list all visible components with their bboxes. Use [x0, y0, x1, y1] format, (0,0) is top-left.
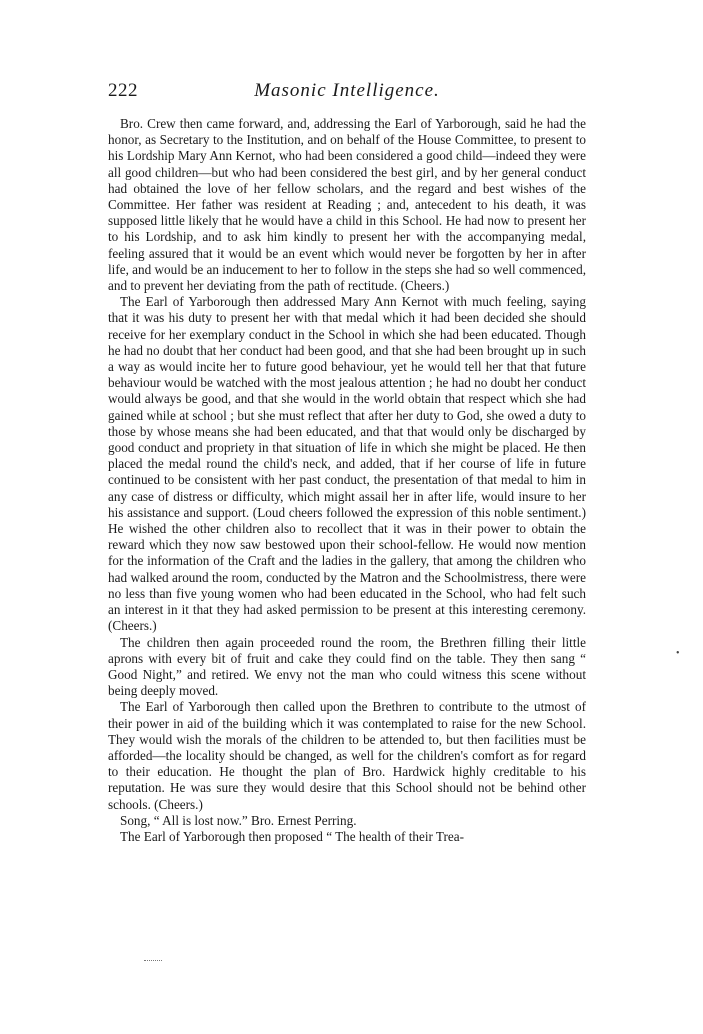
article-body — [108, 116, 586, 845]
paragraph-toast: The Earl of Yarborough then proposed “ The health of their Trea- — [120, 828, 465, 844]
paragraph-building-appeal: The Earl of Yarborough then called upon the Brethren to contribute to the utmost of their power in aid of the building which it was contemplated to raise for the new School. They would wish the morals of the children to be attended to, but then facilities must be afforded—the locality should be changed, as well for the children's comfort as for regard to their education. He thought the plan of Bro. Hardwick highly creditable to his reputation. He was sure they would desire that this School should not be behind other schools. (Cheers.) — [108, 699, 586, 812]
page-header — [108, 80, 586, 110]
paragraph-crew-address: Bro. Crew then came forward, and, addressing the Earl of Yarborough, said he had the honor, as Secretary to the Institution, and on behalf of the House Committee, to present to his Lordship Mary Ann Kernot, who had been considered a good child—indeed they were all good children—but who had been considered the best girl, and by her general conduct had obtained the love of her fellow scholars, and the regard and best wishes of the Committee. Her father was resident at Reading ; and, antecedent to his death, it was supposed little likely that he would have a child in this School. He had now to present her to his Lordship, and to ask him kindly to present her with the accompanying medal, feeling assured that it would be an event which would never be forgotten by her in after life, and would be an inducement to her to follow in the steps she had so well commenced, and to prevent her deviating from the path of rectitude. (Cheers.) — [108, 116, 586, 294]
paragraph-song: Song, “ All is lost now.” Bro. Ernest Perring. — [120, 812, 357, 828]
page-number: 222 — [108, 80, 138, 101]
margin-dot: • — [676, 648, 680, 659]
paragraph-earl-address: The Earl of Yarborough then addressed Mary Ann Kernot with much feeling, saying that it was his duty to present her with that medal which it had been decided she should receive for her exemplary conduct in the School in which she had been educated. Though he had no doubt that her conduct had been good, and that she had been brought up in such a way as would incite her to future good behaviour, yet he would tell her that that future behaviour would be watched with the most jealous attention ; he had no doubt her conduct would always be good, and that she would in the world obtain that respect which she had gained while at school ; but she must reflect that after her duty to God, she owed a duty to those by whose means she had been educated, and that that would only be discharged by good conduct and propriety in that situation of life in which she might be placed. He then placed the medal round the child's neck, and added, that if her course of life in future continued to be consistent with her past conduct, the presentation of that medal to him in any case of distress or difficulty, which might assail her in after life, would insure to her his assistance and support. (Loud cheers followed the expression of this noble sentiment.) He wished the other children also to recollect that it was in their power to obtain the reward which they now saw bestowed upon their school-fellow. He would now mention for the information of the Craft and the ladies in the gallery, that among the children who had walked around the room, conducted by the Matron and the Schoolmistress, there were no less than five young women who had been educated in the School, who had felt such an interest in it that they had asked permission to be present at this interesting ceremony. (Cheers.) — [108, 294, 586, 634]
running-title: Masonic Intelligence. — [254, 80, 440, 101]
page-foot-rule — [144, 960, 162, 961]
paragraph-children-retire: The children then again proceeded round the room, the Brethren filling their little aprons with every bit of fruit and cake they could find on the table. They then sang “ Good Night,” and retired. We envy not the man who could witness this scene without being deeply moved. — [108, 634, 586, 699]
book-page — [108, 80, 586, 845]
